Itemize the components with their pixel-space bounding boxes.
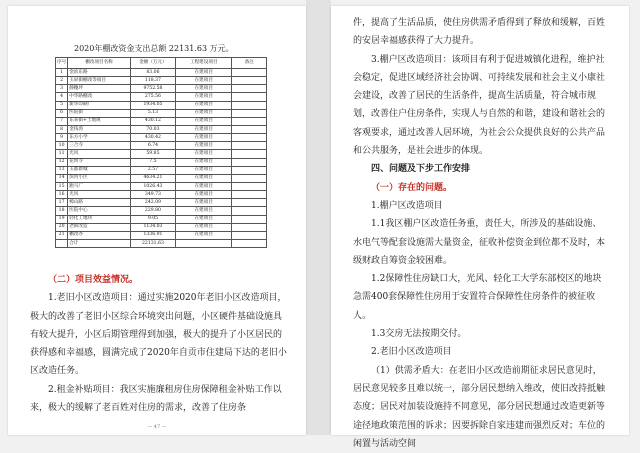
table-cell: 在建项目 <box>176 158 232 166</box>
table-cell: 430.42 <box>130 134 175 142</box>
right-page <box>331 6 629 449</box>
table-row <box>56 125 267 133</box>
table-cell: 5.13 <box>130 109 175 117</box>
fund-total-intro: 2020年棚改资金支出总额 22131.63 万元。 <box>74 44 234 53</box>
table-cell: 在建项目 <box>176 166 232 174</box>
table-cell <box>232 101 267 109</box>
table-cell: 1934.05 <box>130 101 175 109</box>
table-cell: 滨河小区 <box>68 174 131 182</box>
table-cell: 21 <box>56 231 68 239</box>
table-cell: 合计 <box>68 239 131 247</box>
table-cell: 59.85 <box>130 150 175 158</box>
table-cell: 棚改办 <box>68 231 131 239</box>
table-cell: 东来街+土地规 <box>68 117 131 125</box>
table-row <box>56 85 267 93</box>
table-cell: 光风 <box>68 191 131 199</box>
table-cell: 430.12 <box>130 117 175 125</box>
table-row <box>56 77 267 85</box>
table-row <box>56 239 267 247</box>
left-body-text <box>30 271 288 417</box>
table-cell: 光风 <box>68 150 131 158</box>
fund-table <box>55 57 267 248</box>
table-row <box>56 223 267 231</box>
table-cell: 医院中心 <box>68 207 131 215</box>
table-header: 备注 <box>232 58 267 69</box>
table-row <box>56 166 267 174</box>
table-cell: 玉都新城 <box>68 166 131 174</box>
table-cell: 242.09 <box>130 199 175 207</box>
table-cell <box>232 182 267 190</box>
table-cell: 349.73 <box>130 191 175 199</box>
table-cell: 118.37 <box>130 77 175 85</box>
table-cell: 13 <box>56 166 68 174</box>
table-cell <box>56 239 68 247</box>
table-cell: 静穗坪 <box>68 85 131 93</box>
table-cell: 19 <box>56 215 68 223</box>
table-row <box>56 182 267 190</box>
table-cell: 在建项目 <box>176 101 232 109</box>
table-cell <box>232 69 267 77</box>
table-cell: 4634.21 <box>130 174 175 182</box>
paragraph: 件，提高了生活品质，使住房供需矛盾得到了释放和缓解，百姓的安居幸福感获得了大力提升。 <box>353 18 606 47</box>
table-cell <box>232 174 267 182</box>
table-cell <box>232 158 267 166</box>
table-cell: 在建项目 <box>176 85 232 93</box>
subsection-heading: （一）存在的问题。 <box>371 182 453 193</box>
table-header: 序号 <box>56 58 68 69</box>
table-cell: 275.56 <box>130 93 175 101</box>
table-cell: 三合寺 <box>68 142 131 150</box>
table-cell <box>232 223 267 231</box>
table-cell: 11 <box>56 150 68 158</box>
right-body-text <box>353 14 609 453</box>
table-cell <box>232 239 267 247</box>
table-cell: 中华路棚改 <box>68 93 131 101</box>
table-cell: 轻化工地块 <box>68 215 131 223</box>
table-cell: 2.57 <box>130 166 175 174</box>
table-cell: 在建项目 <box>176 207 232 215</box>
table-cell <box>232 199 267 207</box>
paragraph: 1.3交房无法按期交付。 <box>371 329 467 340</box>
table-cell: 在建项目 <box>176 134 232 142</box>
table-row <box>56 142 267 150</box>
table-cell: 在建项目 <box>176 77 232 85</box>
table-cell: 樟山路 <box>68 199 131 207</box>
table-row <box>56 109 267 117</box>
table-cell: 6 <box>56 109 68 117</box>
left-page <box>8 6 306 435</box>
table-cell: 22131.63 <box>130 239 175 247</box>
table-cell: 老街改造 <box>68 223 131 231</box>
table-row <box>56 174 267 182</box>
table-cell: 在建项目 <box>176 69 232 77</box>
table-cell: 83.06 <box>130 69 175 77</box>
table-cell: 在建项目 <box>176 93 232 101</box>
table-cell: 东方小学 <box>68 134 131 142</box>
table-cell <box>232 166 267 174</box>
table-cell: 20 <box>56 223 68 231</box>
table-cell: 16 <box>56 191 68 199</box>
table-cell: 2 <box>56 77 68 85</box>
table-cell: 在建项目 <box>176 223 232 231</box>
table-cell: 跑马厂 <box>68 182 131 190</box>
table-row <box>56 199 267 207</box>
table-header: 金额（万元） <box>130 58 175 69</box>
table-header-row <box>56 58 267 69</box>
table-cell <box>232 125 267 133</box>
table-cell: 1 <box>56 69 68 77</box>
item-heading: 2.老旧小区改造项目 <box>371 347 452 358</box>
table-cell: 7.5 <box>130 158 175 166</box>
table-cell: 9.05 <box>130 215 175 223</box>
table-cell: 4 <box>56 93 68 101</box>
table-cell: 3 <box>56 85 68 93</box>
table-row <box>56 93 267 101</box>
paragraph: 1.1我区棚户区改造任务重，责任大，所涉及的基础设施、水电气等配套设施需大量资金，征收补偿资金到位都不及时，本级财政自筹资金较困难。 <box>353 219 606 266</box>
table-cell: 花坝寺 <box>68 158 131 166</box>
paragraph: 3.棚户区改造项目：该项目有利于促进城镇化进程，维护社会稳定，促进区域经济社会协调、可持续发展和社会主义小康社会建设，改善了居民的生活条件，提高生活质量，符合城市规划，改善住户住房条件，实现人与自然的和谐，建设和谐社会的客观要求，通过改善人居环境，为社会公众提供良好的公共产品和公共服务，是社会进步的体现。 <box>353 54 606 157</box>
table-cell: 新华印刷厂 <box>68 101 131 109</box>
table-cell: 在建项目 <box>176 182 232 190</box>
table-cell: 在建项目 <box>176 215 232 223</box>
page-gutter <box>306 0 331 435</box>
fund-table-body <box>56 69 267 248</box>
table-cell <box>232 109 267 117</box>
table-cell: 玉屏街棚改等项目 <box>68 77 131 85</box>
table-cell: 在建项目 <box>176 199 232 207</box>
table-cell: 9752.58 <box>130 85 175 93</box>
section-heading: （二）项目效益情况。 <box>48 275 139 285</box>
table-cell <box>232 142 267 150</box>
table-cell: 1336.91 <box>130 231 175 239</box>
paragraph: 1.老旧小区改造项目：通过实施2020年老旧小区改造项目，极大的改善了老旧小区综合环境突出问题，小区硬件基础设施具有较大提升，小区后期管理得到加强，极大的提升了小区居民的获得感和幸福感，圆满完成了2020年自贡市住建局下达的老旧小区改造任务。 <box>30 293 287 377</box>
table-cell <box>232 77 267 85</box>
page-number: — 47 — <box>147 424 167 430</box>
table-cell: 金钱湾 <box>68 125 131 133</box>
table-cell: 在建项目 <box>176 150 232 158</box>
table-cell <box>176 239 232 247</box>
table-cell: 9 <box>56 134 68 142</box>
table-cell: 在建项目 <box>176 109 232 117</box>
table-row <box>56 101 267 109</box>
table-cell: 1026.43 <box>130 182 175 190</box>
table-cell <box>232 117 267 125</box>
table-cell: 14 <box>56 174 68 182</box>
table-cell: 229.80 <box>130 207 175 215</box>
table-row <box>56 69 267 77</box>
table-header: 工程建设项目 <box>176 58 232 69</box>
paragraph: 2.租金补贴项目：我区实施廉租房住房保障租金补贴工作以来，极大的缓解了老百姓对住房的需求，改善了住房条 <box>30 384 282 414</box>
table-row <box>56 215 267 223</box>
table-cell: 70.03 <box>130 125 175 133</box>
table-cell: 5 <box>56 101 68 109</box>
table-cell <box>232 150 267 158</box>
table-row <box>56 117 267 125</box>
table-cell <box>232 215 267 223</box>
table-cell: 17 <box>56 199 68 207</box>
table-cell: 18 <box>56 207 68 215</box>
table-cell: 在建项目 <box>176 142 232 150</box>
table-cell <box>232 134 267 142</box>
table-cell: 在建项目 <box>176 117 232 125</box>
paragraph: 1.2保障性住房缺口大，光风、轻化工大学东部校区的地块急需400套保障性住房用于安置符合保障性住房条件的被征收人。 <box>353 274 602 321</box>
table-cell <box>232 93 267 101</box>
table-row <box>56 158 267 166</box>
table-cell: 7 <box>56 117 68 125</box>
table-row <box>56 207 267 215</box>
table-cell: 15 <box>56 182 68 190</box>
table-cell: 金滨东路 <box>68 69 131 77</box>
table-cell: 10 <box>56 142 68 150</box>
table-row <box>56 191 267 199</box>
table-cell: 8 <box>56 125 68 133</box>
table-cell: 1134.03 <box>130 223 175 231</box>
table-cell: 12 <box>56 158 68 166</box>
table-row <box>56 150 267 158</box>
table-cell <box>232 85 267 93</box>
paragraph: （1）供需矛盾大：在老旧小区改造前期征求居民意见时，居民意见较多且难以统一，部分居民想纳入维改，使旧改持抵触态度；居民对加装设施持不同意见，部分居民想通过改造更新等途径地政策范围的诉求；因要拆除自家违建而强烈反对；车位的闲置与活动空间 <box>353 365 606 449</box>
table-cell <box>232 191 267 199</box>
table-cell: 6.74 <box>130 142 175 150</box>
table-cell: 在建项目 <box>176 191 232 199</box>
table-cell: 医院街 <box>68 109 131 117</box>
table-row <box>56 134 267 142</box>
section-heading: 四、问题及下步工作安排 <box>371 164 471 175</box>
table-cell: 在建项目 <box>176 174 232 182</box>
table-cell <box>232 207 267 215</box>
item-heading: 1.棚户区改造项目 <box>371 200 443 211</box>
table-header: 棚改项目名称 <box>68 58 131 69</box>
table-cell <box>232 231 267 239</box>
table-cell: 在建项目 <box>176 125 232 133</box>
table-row <box>56 231 267 239</box>
table-cell: 在建项目 <box>176 231 232 239</box>
